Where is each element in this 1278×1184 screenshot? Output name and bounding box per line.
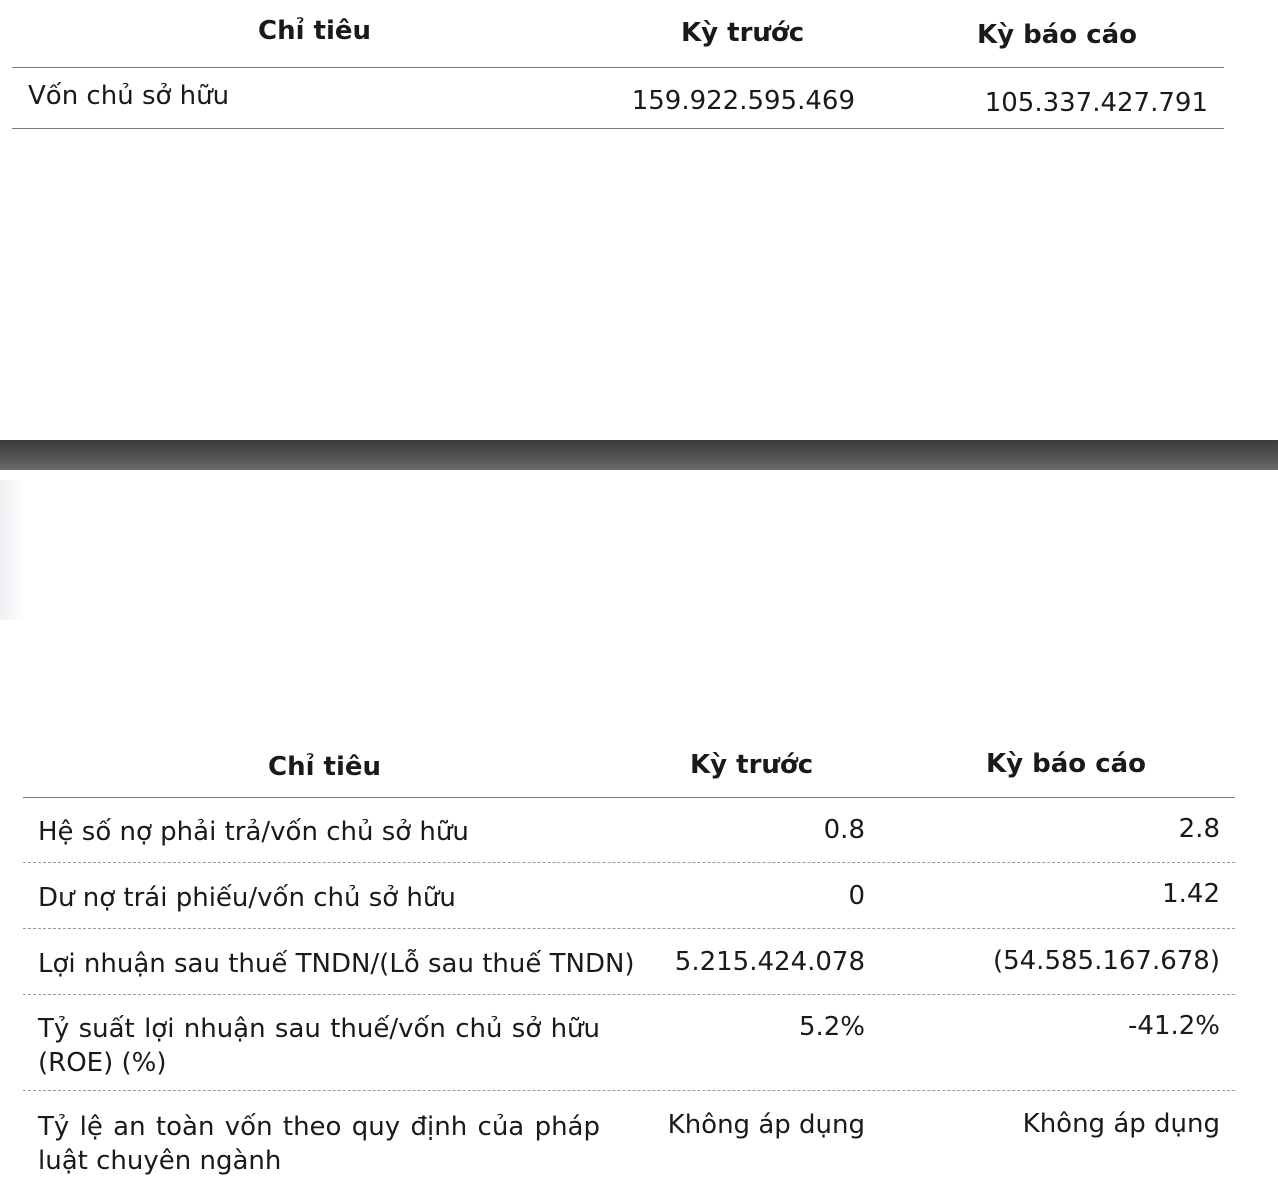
table2-row-4-previous: 5.2% bbox=[798, 1012, 865, 1042]
table2-row-3-rule bbox=[23, 994, 1235, 995]
table2-row-1-current: 2.8 bbox=[1178, 814, 1220, 844]
page-edge-shadow bbox=[0, 480, 26, 620]
table2-row-5-current: Không áp dụng bbox=[1022, 1109, 1220, 1139]
table1-row-item: Vốn chủ sở hữu bbox=[28, 81, 230, 111]
table2-row-2-rule bbox=[23, 928, 1235, 929]
table2-header-rule bbox=[23, 797, 1235, 798]
table2-header-item: Chỉ tiêu bbox=[268, 752, 382, 782]
table2-row-4-item: Tỷ suất lợi nhuận sau thuế/vốn chủ sở hữu (ROE) (%) bbox=[38, 1014, 600, 1078]
table2-row-1-rule bbox=[23, 862, 1235, 863]
table1-row-previous: 159.922.595.469 bbox=[631, 86, 855, 116]
page-fragment-top bbox=[0, 0, 1278, 440]
table2-row-3-previous: 5.215.424.078 bbox=[674, 947, 865, 977]
table2-row-1-previous: 0.8 bbox=[823, 815, 865, 845]
table1-header-rule bbox=[12, 67, 1224, 68]
table1-header-item: Chỉ tiêu bbox=[258, 16, 372, 46]
table2-row-5-item: Tỷ lệ an toàn vốn theo quy định của pháp luật chuyên ngành bbox=[38, 1112, 600, 1176]
table1-header-current: Kỳ báo cáo bbox=[977, 20, 1138, 50]
table2-row-2-previous: 0 bbox=[848, 881, 865, 911]
table1-bottom-rule bbox=[12, 128, 1224, 129]
table2-header-previous: Kỳ trước bbox=[690, 750, 814, 780]
table2-row-2-current: 1.42 bbox=[1162, 879, 1220, 909]
table2-row-3-current: (54.585.167.678) bbox=[992, 946, 1220, 976]
table2-row-3-item: Lợi nhuận sau thuế TNDN/(Lỗ sau thuế TNDN) bbox=[38, 949, 635, 979]
table2-row-5-previous: Không áp dụng bbox=[667, 1110, 865, 1140]
table1-header-previous: Kỳ trước bbox=[681, 18, 805, 48]
table2-row-4-current: -41.2% bbox=[1128, 1011, 1220, 1041]
table2-header-current: Kỳ báo cáo bbox=[986, 749, 1147, 779]
table2-row-2-item: Dư nợ trái phiếu/vốn chủ sở hữu bbox=[38, 883, 456, 913]
table1-row-current: 105.337.427.791 bbox=[984, 88, 1208, 118]
page-divider bbox=[0, 440, 1278, 470]
table2-row-1-item: Hệ số nợ phải trả/vốn chủ sở hữu bbox=[38, 817, 469, 847]
table2-row-4-rule bbox=[23, 1090, 1235, 1091]
